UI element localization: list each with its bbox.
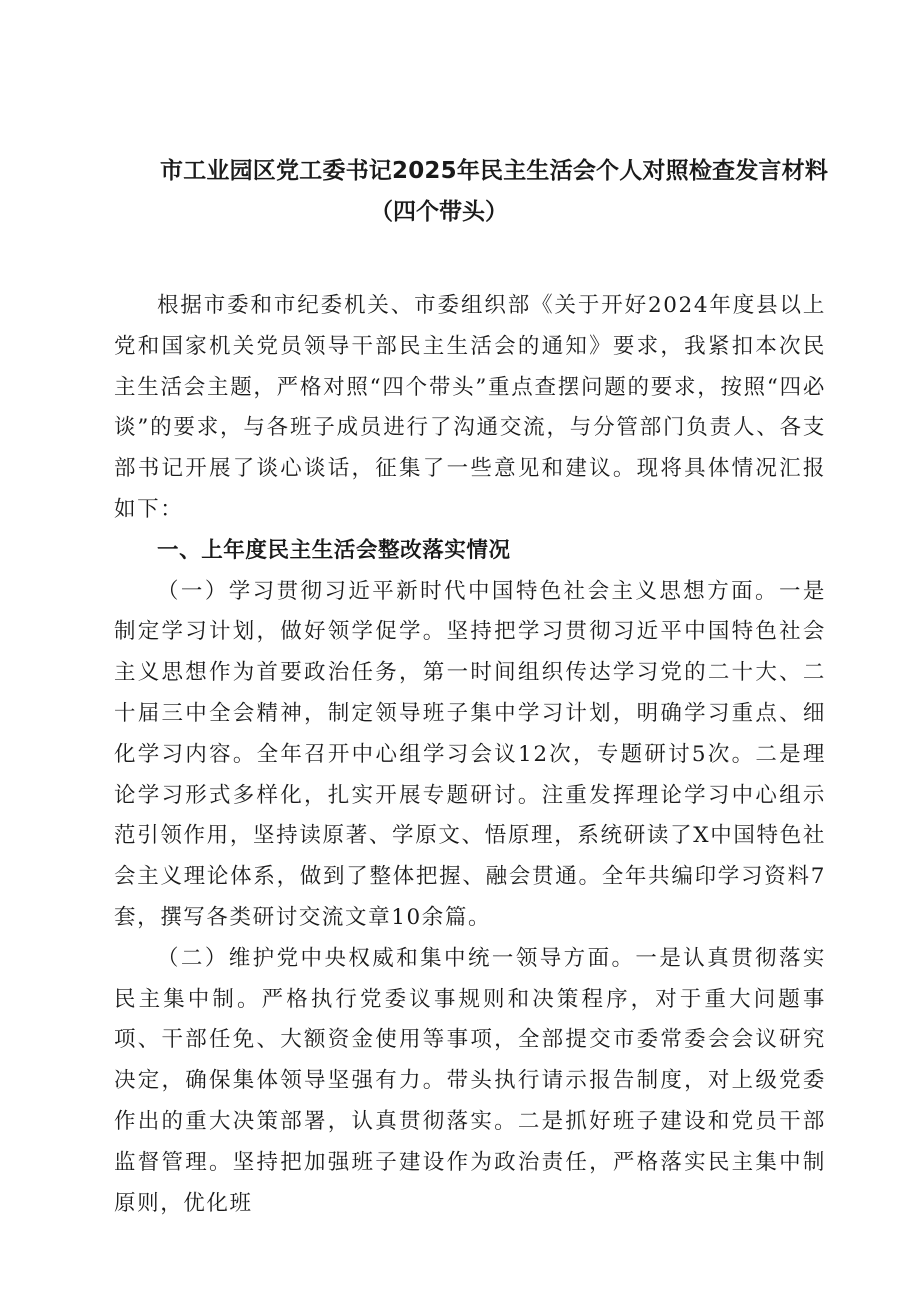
section-heading: 一、上年度民主生活会整改落实情况	[157, 537, 511, 563]
intro-paragraph: 根据市委和市纪委机关、市委组织部《关于开好2024年度县以上党和国家机关党员领导干部民主生活会的通知》要求，我紧扣本次民主生活会主题，严格对照“四个带头”重点查摆问题的要求，按照“四必谈”的要求，与各班子成员进行了沟通交流，与分管部门负责人、各支部书记开展了谈心谈话，征集了一些意见和建议。现将具体情况汇报如下：	[114, 293, 826, 522]
paragraph-study: （一）学习贯彻习近平新时代中国特色社会主义思想方面。一是制定学习计划，做好领学促学。坚持把学习贯彻习近平中国特色社会主义思想作为首要政治任务，第一时间组织传达学习党的二十大、二十届三中全会精神，制定领导班子集中学习计划，明确学习重点、细化学习内容。全年召开中心组学习会议12次，专题研讨5次。二是理论学习形式多样化，扎实开展专题研讨。注重发挥理论学习中心组示范引领作用，坚持读原著、学原文、悟原理，系统研读了X中国特色社会主义理论体系，做到了整体把握、融会贯通。全年共编印学习资料7套，撰写各类研讨交流文章10余篇。	[114, 578, 826, 930]
document-body	[114, 286, 826, 1224]
document-title: 市工业园区党工委书记2025年民主生活会个人对照检查发言材料	[160, 158, 829, 184]
paragraph-authority: （二）维护党中央权威和集中统一领导方面。一是认真贯彻落实民主集中制。严格执行党委议事规则和决策程序，对于重大问题事项、干部任免、大额资金使用等事项，全部提交市委常委会会议研究决定，确保集体领导坚强有力。带头执行请示报告制度，对上级党委作出的重大决策部署，认真贯彻落实。二是抓好班子建设和党员干部监督管理。坚持把加强班子建设作为政治责任，严格落实民主集中制原则，优化班	[114, 945, 826, 1216]
document-subtitle: （四个带头）	[370, 199, 508, 225]
